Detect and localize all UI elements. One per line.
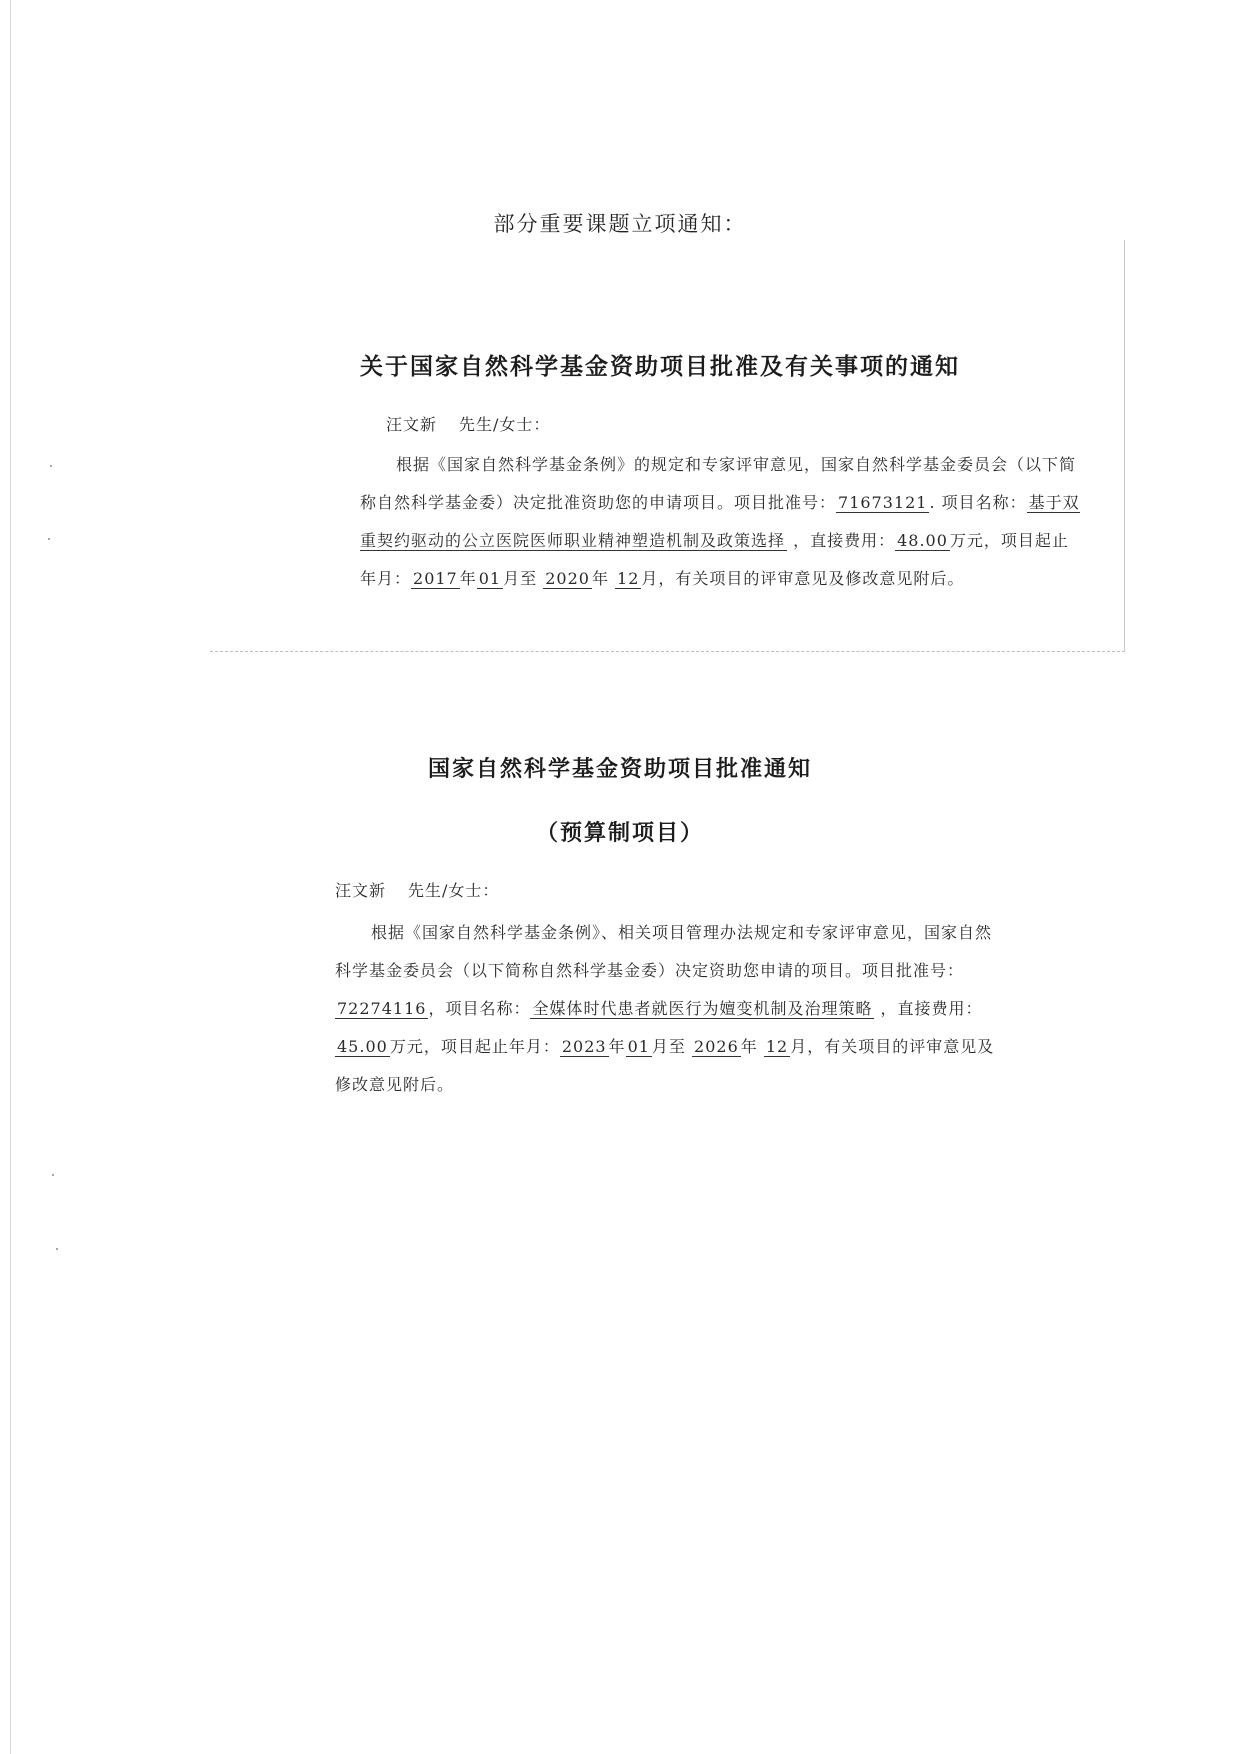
end-month: 12 bbox=[765, 1037, 789, 1056]
notice-body bbox=[360, 446, 1080, 598]
direct-cost: 45.00 bbox=[337, 1037, 388, 1056]
year-label: 年 bbox=[608, 1037, 626, 1056]
scan-border-bottom bbox=[210, 651, 1125, 652]
start-month: 01 bbox=[627, 1037, 650, 1056]
body-text: ，项目名称： bbox=[428, 999, 531, 1018]
scan-speck bbox=[52, 1174, 54, 1176]
end-year: 2026 bbox=[694, 1037, 739, 1056]
approval-number: 71673121 bbox=[838, 493, 928, 512]
body-text: 月至 bbox=[651, 1037, 686, 1056]
direct-cost: 48.00 bbox=[897, 531, 948, 550]
body-text: 根据《国家自然科学基金条例》、相关项目管理办法规定和专家评审意见，国家自然科学基金委员会（以下简称自然科学基金委）决定资助您申请的项目。项目批准号： bbox=[335, 923, 993, 980]
notice-title: 关于国家自然科学基金资助项目批准及有关事项的通知 bbox=[360, 354, 960, 380]
year-label: 年 bbox=[591, 569, 609, 588]
salutation-label: 先生/女士： bbox=[408, 881, 500, 900]
project-name: 基于双重契约驱动的公立医院医师职业精神塑造机制及政策选择 bbox=[360, 493, 1080, 550]
body-text: 根据《国家自然科学基金条例》的规定和专家评审意见，国家自然科学基金委员会（以下简称自然科学基金委）决定批准资助您的申请项目。项目批准号： bbox=[360, 455, 1077, 512]
scan-edge-line bbox=[10, 0, 11, 1754]
year-label: 年 bbox=[740, 1037, 758, 1056]
scan-speck bbox=[50, 465, 52, 467]
scan-border-right bbox=[1124, 240, 1125, 652]
body-text: . 项目名称： bbox=[929, 493, 1027, 512]
body-text: ，直接费用： bbox=[787, 531, 896, 550]
end-year: 2020 bbox=[545, 569, 590, 588]
scan-speck bbox=[48, 538, 50, 540]
start-month: 01 bbox=[478, 569, 502, 588]
page-heading: 部分重要课题立项通知： bbox=[493, 212, 747, 236]
recipient-name: 汪文新 bbox=[386, 415, 438, 434]
project-name: 全媒体时代患者就医行为嬗变机制及治理策略 bbox=[532, 999, 873, 1018]
body-text: 月至 bbox=[503, 569, 538, 588]
salutation-label: 先生/女士： bbox=[459, 415, 551, 434]
notice-subtitle: （预算制项目） bbox=[535, 821, 704, 846]
body-text: 月，有关项目的评审意见及修改意见附后。 bbox=[641, 569, 965, 588]
start-year: 2023 bbox=[561, 1037, 607, 1056]
body-text: 月，有关项目的评审意见及修改意见附后。 bbox=[335, 1037, 995, 1094]
salutation bbox=[386, 412, 550, 435]
notice-block-2017 bbox=[330, 240, 1125, 652]
notice-title: 国家自然科学基金资助项目批准通知 bbox=[427, 757, 812, 782]
approval-number: 72274116 bbox=[337, 999, 427, 1018]
start-year: 2017 bbox=[413, 569, 458, 588]
body-text: 万元，项目起止年月： bbox=[389, 1037, 560, 1056]
year-label: 年 bbox=[459, 569, 477, 588]
scan-speck bbox=[56, 1248, 58, 1250]
body-text: ，直接费用： bbox=[874, 999, 983, 1018]
end-month: 12 bbox=[617, 569, 640, 588]
salutation bbox=[335, 878, 499, 901]
notice-body bbox=[335, 914, 1000, 1104]
body-text: 万元，项目起止年月： bbox=[360, 531, 1069, 588]
recipient-name: 汪文新 bbox=[335, 881, 387, 900]
